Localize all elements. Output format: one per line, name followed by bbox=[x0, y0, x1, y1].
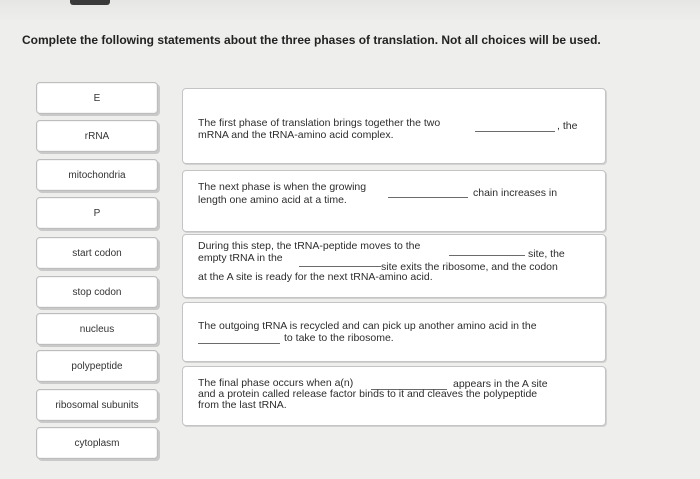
choice-label: polypeptide bbox=[71, 361, 123, 372]
choice-label: cytoplasm bbox=[74, 438, 120, 449]
choice-tile[interactable] bbox=[36, 389, 158, 421]
statement-text: empty tRNA in the bbox=[198, 252, 283, 264]
statement-text: length one amino acid at a time. bbox=[198, 194, 347, 206]
answer-blank[interactable] bbox=[449, 255, 525, 256]
answer-blank[interactable] bbox=[198, 343, 280, 344]
statement-text: from the last tRNA. bbox=[198, 399, 287, 411]
choice-label: start codon bbox=[72, 247, 122, 259]
cropped-header bbox=[70, 0, 110, 5]
statement-text: site exits the ribosome, and the codon bbox=[381, 261, 558, 273]
answer-blank[interactable] bbox=[475, 131, 555, 132]
statement-text: mRNA and the tRNA-amino acid complex. bbox=[198, 129, 394, 141]
choice-label: rRNA bbox=[84, 130, 110, 142]
choice-label: nucleus bbox=[79, 323, 115, 335]
statement-text: The first phase of translation brings together the two bbox=[198, 117, 441, 129]
answer-blank[interactable] bbox=[299, 266, 381, 267]
statement-text: and a protein called release factor binds to it and cleaves the polypeptide bbox=[198, 388, 538, 400]
statement-text: to take to the ribosome. bbox=[284, 332, 394, 344]
statement-box bbox=[182, 366, 606, 426]
statement-box bbox=[182, 170, 606, 232]
statement-box bbox=[182, 234, 606, 298]
answer-blank[interactable] bbox=[388, 197, 468, 198]
top-strip bbox=[0, 0, 700, 20]
choice-label: stop codon bbox=[72, 286, 122, 298]
statement-text: During this step, the tRNA-peptide moves to the bbox=[198, 240, 421, 252]
choice-tile[interactable] bbox=[36, 82, 158, 114]
statement-text: appears in the A site bbox=[453, 378, 548, 390]
choice-tile[interactable] bbox=[36, 120, 158, 152]
choice-label: ribosomal subunits bbox=[55, 399, 139, 411]
statement-text: The final phase occurs when a(n) bbox=[198, 377, 354, 389]
statement-text: The next phase is when the growing bbox=[198, 181, 367, 193]
statement-text: at the A site is ready for the next tRNA-amino acid. bbox=[198, 271, 433, 283]
instruction-text: Complete the following statements about the three phases of translation. Not all choices will be used. bbox=[22, 33, 601, 47]
choice-tile[interactable] bbox=[36, 313, 158, 345]
choice-tile[interactable] bbox=[36, 350, 158, 382]
statement-box bbox=[182, 302, 606, 362]
choice-label: mitochondria bbox=[68, 170, 126, 181]
choice-tile[interactable] bbox=[36, 197, 158, 229]
statement-text: , the bbox=[557, 120, 578, 132]
statement-box bbox=[182, 88, 606, 164]
choice-label: P bbox=[93, 207, 101, 219]
choice-tile[interactable] bbox=[36, 427, 158, 459]
statement-text: chain increases in bbox=[473, 187, 558, 199]
choice-tile[interactable] bbox=[36, 159, 158, 191]
choice-label: E bbox=[93, 92, 101, 104]
statement-text: The outgoing tRNA is recycled and can pick up another amino acid in the bbox=[198, 320, 537, 332]
statement-text: site, the bbox=[528, 248, 565, 260]
choice-tile[interactable] bbox=[36, 276, 158, 308]
choice-tile[interactable] bbox=[36, 237, 158, 269]
